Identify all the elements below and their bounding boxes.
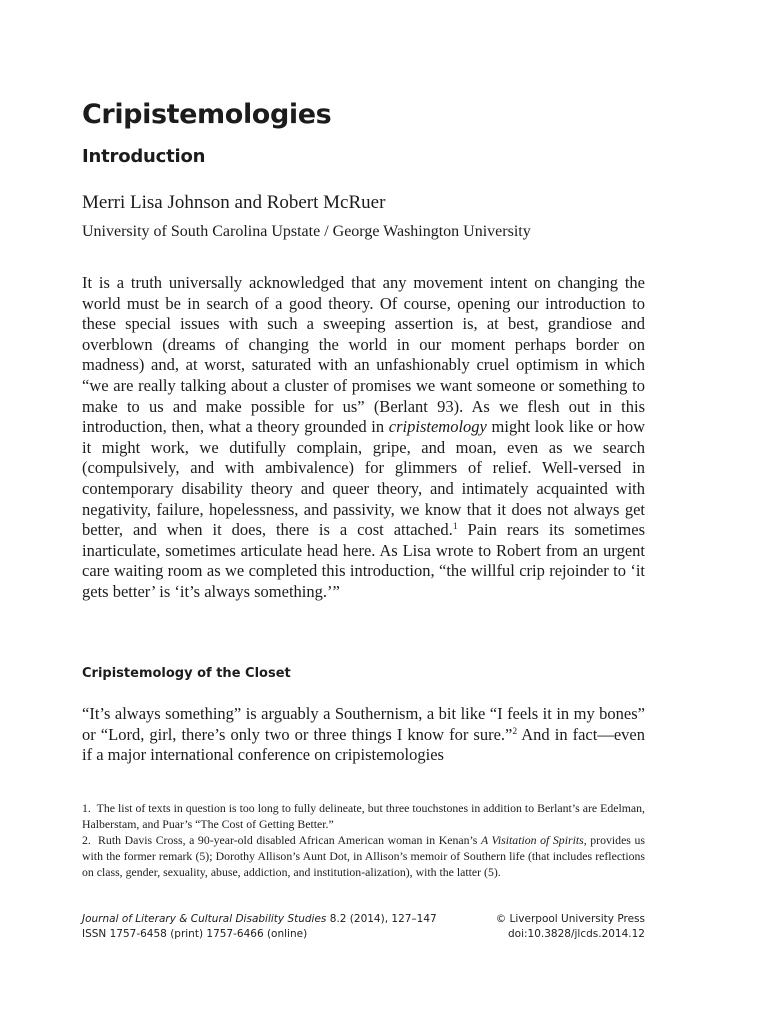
footer-row-1: [82, 912, 645, 927]
footnote-1: [82, 800, 645, 832]
footnote-2: [82, 832, 645, 880]
article-title: Cripistemologies: [82, 99, 332, 130]
publisher: © Liverpool University Press: [495, 913, 645, 925]
paragraph-text: And in fact—even if a major international conference on cripistemologies: [82, 724, 645, 765]
paragraph-text: Pain rears its sometimes inarticulate, sometimes articulate head here. As Lisa wrote to Robert from an urgent care waiting room as we completed this introduction, “the willful crip rejoinder to ‘it gets better’ is ‘it’s always something.’”: [82, 520, 645, 601]
body-paragraph-2: [82, 704, 645, 766]
journal-citation: [82, 912, 437, 927]
page-footer: [82, 912, 645, 942]
italic-term: cripistemology: [388, 417, 487, 437]
footnote-reference-1[interactable]: 1: [452, 522, 458, 533]
book-title: A Visitation of Spirits: [480, 833, 584, 847]
footnote-text: Ruth Davis Cross, a 90-year-old disabled African American woman in Kenan’s: [98, 833, 481, 847]
journal-name: Journal of Literary & Cultural Disability Studies: [82, 913, 327, 925]
doi-link[interactable]: doi:10.3828/jlcds.2014.12: [507, 928, 645, 940]
footnote-reference-2[interactable]: 2: [512, 726, 518, 737]
footnotes: [82, 800, 645, 880]
article-subtitle: Introduction: [82, 146, 206, 167]
footnote-number: 1.: [82, 801, 91, 815]
footnote-text: The list of texts in question is too long to fully delineate, but three touchstones in addition to Berlant’s are Edelman, Halberstam, and Puar’s “The Cost of Getting Better.”: [82, 801, 646, 831]
footnote-text: , provides us with the former remark (5); Dorothy Allison’s Aunt Dot, in Allison’s memoir of Southern life (that includes reflections on class, gender, sexuality, abuse, addiction, and institution-alization), with the latter (5).: [82, 833, 645, 879]
paragraph-text: might look like or how it might work, we dutifully complain, gripe, and moan, even as we search (compulsively, and with ambivalence) for glimmers of relief. Well-versed in contemporary disability theory and queer theory, and intimately acquainted with negativity, failure, hopelessness, and passivity, we know that it does not always get better, and when it does, there is a cost attached.: [82, 417, 645, 540]
section-heading: Cripistemology of the Closet: [82, 666, 291, 681]
issn: ISSN 1757-6458 (print) 1757-6466 (online): [82, 928, 308, 940]
paragraph-text: “It’s always something” is arguably a Southernism, a bit like “I feels it in my bones” or “Lord, girl, there’s only two or three things I know for sure.”: [82, 704, 645, 744]
article-authors: Merri Lisa Johnson and Robert McRuer: [82, 192, 386, 213]
paragraph-text: It is a truth universally acknowledged that any movement intent on changing the world must be in search of a good theory. Of course, opening our introduction to these special issues with such a sweeping assertion is, at best, grandiose and overblown (dreams of changing the world in our moment perhaps border on madness) and, at worst, saturated with an unfashionably cruel optimism in which “we are really talking about a cluster of promises we want someone or something to make to us and make possible for us” (Berlant 93). As we flesh out in this introduction, then, what a theory grounded in: [82, 273, 645, 437]
footer-row-2: [82, 927, 645, 942]
volume-pages: 8.2 (2014), 127–147: [326, 913, 437, 925]
author-affiliation: University of South Carolina Upstate / George Washington University: [82, 223, 531, 240]
footnote-number: 2.: [82, 833, 91, 847]
body-paragraph-1: [82, 273, 645, 603]
